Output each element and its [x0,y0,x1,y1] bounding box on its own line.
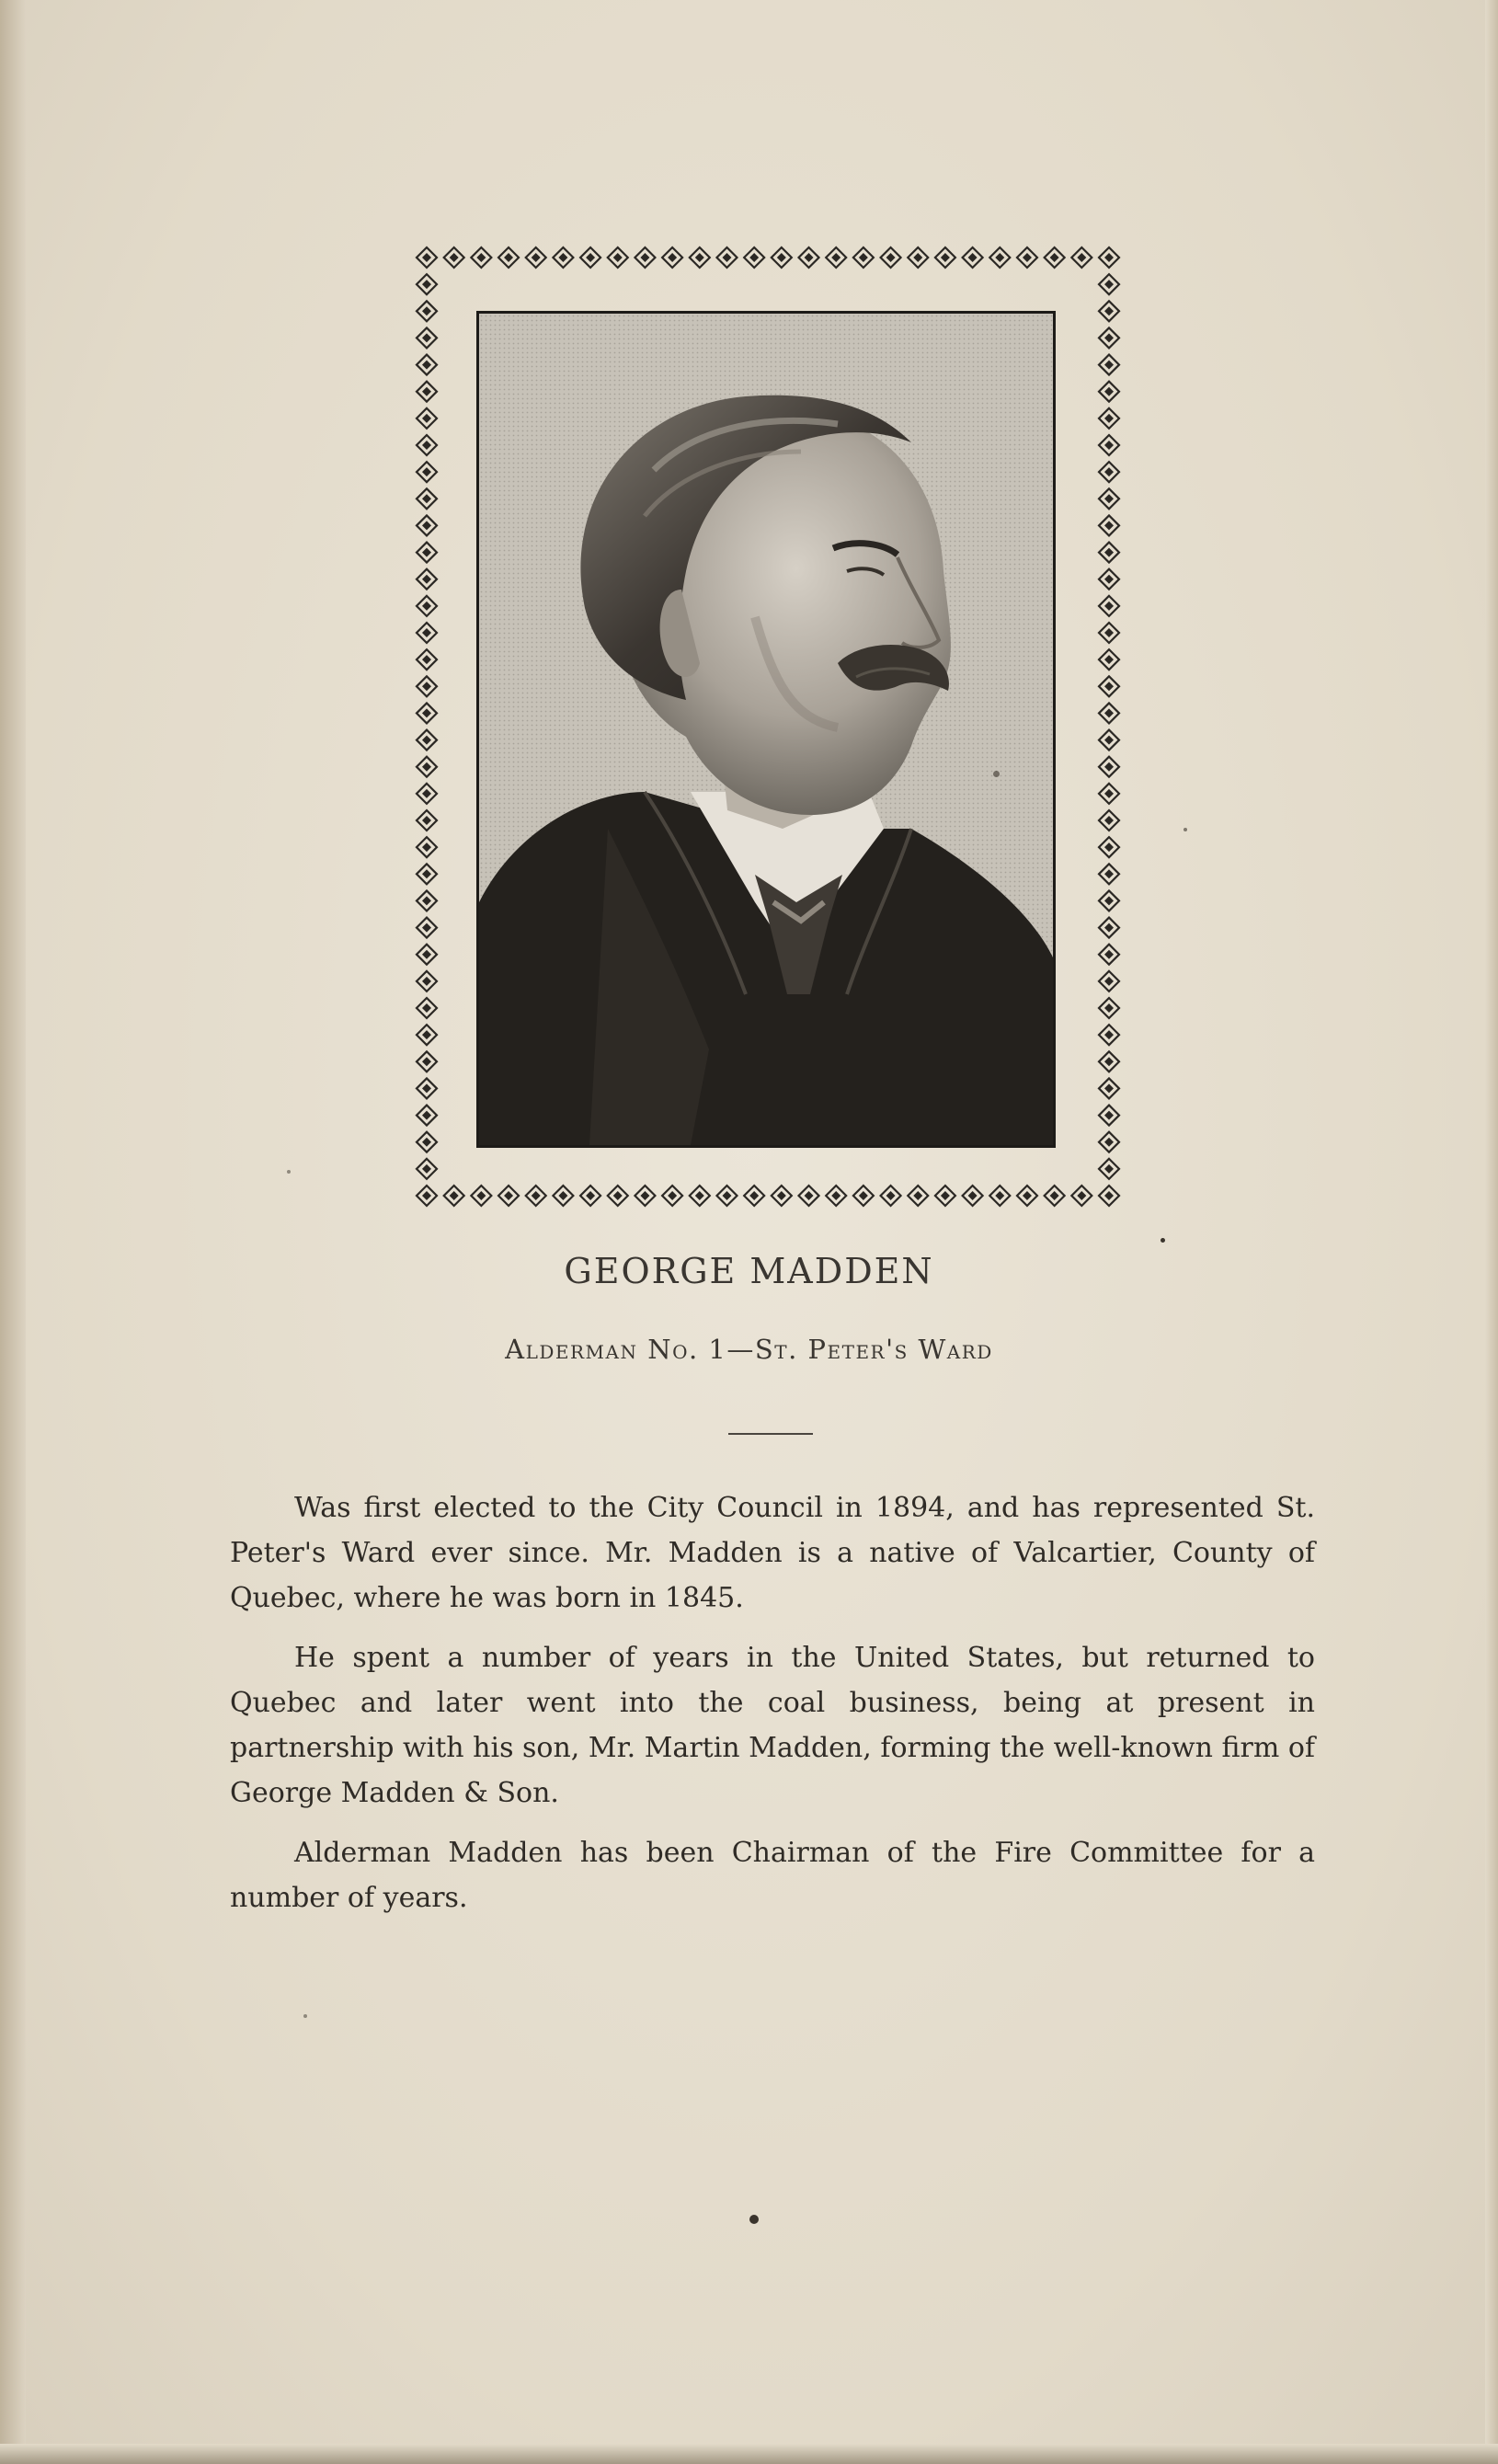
frame-diamond [1099,810,1119,831]
frame-diamond [608,1186,628,1206]
frame-diamond [662,1186,682,1206]
frame-diamond [1099,703,1119,723]
portrait-name-caption: GEORGE MADDEN [564,1251,934,1291]
frame-diamond [1099,1025,1119,1045]
frame-diamond [1099,274,1119,294]
frame-diamond [417,703,437,723]
biography-paragraph: Alderman Madden has been Chairman of the Fire Committee for a number of years. [230,1837,1315,1914]
frame-diamond [853,247,874,268]
frame-diamond [799,247,819,268]
frame-diamond [744,1186,764,1206]
frame-diamond [417,274,437,294]
frame-diamond [1099,1106,1119,1126]
frame-diamond [526,247,546,268]
frame-diamond [498,247,519,268]
frame-diamond [553,247,573,268]
frame-diamond [881,247,901,268]
frame-diamond [1099,488,1119,509]
frame-diamond [417,1078,437,1098]
frame-diamond [417,676,437,696]
frame-diamond [908,247,928,268]
frame-diamond [417,355,437,375]
frame-diamond [417,301,437,321]
frame-diamond [1017,247,1037,268]
frame-diamond [417,247,437,268]
frame-diamond [881,1186,901,1206]
frame-diamond [662,247,682,268]
frame-diamond [417,462,437,482]
portrait-title-caption: Alderman No. 1—St. Peter's Ward [505,1334,993,1365]
frame-diamond [908,1186,928,1206]
frame-diamond [1099,435,1119,455]
frame-diamond [1099,1186,1119,1206]
frame-diamond [580,247,600,268]
paper-speck [749,2215,759,2224]
frame-diamond [417,945,437,965]
biography-text [230,1485,1315,1935]
frame-diamond [608,247,628,268]
frame-diamond [1099,247,1119,268]
frame-diamond [417,918,437,938]
frame-diamond [1099,784,1119,804]
frame-diamond [444,247,464,268]
frame-diamond [471,247,491,268]
frame-diamond [1099,382,1119,402]
frame-diamond [580,1186,600,1206]
frame-diamond [444,1186,464,1206]
frame-diamond [853,1186,874,1206]
frame-diamond [1045,247,1065,268]
frame-diamond [963,1186,983,1206]
frame-diamond [1099,1051,1119,1072]
frame-diamond [417,730,437,751]
frame-diamond [826,1186,846,1206]
frame-diamond [417,596,437,616]
frame-diamond [417,327,437,348]
paper-speck [1161,1238,1165,1243]
frame-diamond [417,1051,437,1072]
frame-diamond [417,435,437,455]
frame-diamond [1099,837,1119,857]
frame-diamond [1099,1132,1119,1152]
frame-diamond [498,1186,519,1206]
frame-diamond [417,1186,437,1206]
frame-diamond [417,543,437,563]
frame-diamond [635,1186,655,1206]
section-divider [728,1433,813,1435]
frame-diamond [1099,623,1119,643]
frame-diamond [963,247,983,268]
frame-diamond [772,1186,792,1206]
frame-diamond [417,971,437,991]
frame-diamond [1099,462,1119,482]
frame-diamond [1071,247,1092,268]
frame-diamond [690,247,710,268]
frame-diamond [1099,596,1119,616]
frame-diamond [417,757,437,777]
frame-diamond [471,1186,491,1206]
frame-diamond [1045,1186,1065,1206]
frame-diamond [989,247,1010,268]
biography-paragraph: Was first elected to the City Council in 1894, and has represented St. Peter's Ward ever since. Mr. Madden is a native of Valcartier, County of Quebec, where he was born in 1845. [230,1492,1315,1614]
paper-speck [993,771,1000,777]
frame-diamond [417,890,437,911]
frame-diamond [716,247,737,268]
frame-diamond [417,837,437,857]
frame-diamond [417,998,437,1018]
frame-diamond [417,569,437,590]
frame-diamond [417,515,437,535]
frame-diamond [1099,918,1119,938]
frame-diamond [1099,1159,1119,1179]
frame-diamond [1099,543,1119,563]
frame-diamond [1099,890,1119,911]
frame-diamond [417,623,437,643]
page-bottom-edge [0,2444,1498,2464]
frame-diamond [417,649,437,670]
frame-diamond [417,488,437,509]
frame-diamond [1099,569,1119,590]
frame-diamond [935,247,955,268]
frame-diamond [417,408,437,429]
frame-diamond [417,810,437,831]
paper-speck [1184,828,1187,831]
page-edge-shadow [1485,0,1498,2464]
frame-diamond [417,1159,437,1179]
frame-diamond [1099,1078,1119,1098]
frame-diamond [635,247,655,268]
frame-diamond [1099,515,1119,535]
paper-speck [287,1170,291,1174]
frame-diamond [935,1186,955,1206]
frame-diamond [1099,649,1119,670]
frame-diamond [1099,676,1119,696]
frame-diamond [417,1025,437,1045]
frame-diamond [1017,1186,1037,1206]
frame-diamond [417,784,437,804]
portrait-photograph [476,311,1056,1148]
frame-diamond [1099,998,1119,1018]
frame-diamond [826,247,846,268]
frame-diamond [1099,327,1119,348]
frame-diamond [417,1132,437,1152]
frame-diamond [417,1106,437,1126]
frame-diamond [1099,408,1119,429]
frame-diamond [1099,945,1119,965]
frame-diamond [1099,730,1119,751]
frame-diamond [417,864,437,884]
frame-diamond [526,1186,546,1206]
frame-diamond [1099,971,1119,991]
frame-diamond [989,1186,1010,1206]
frame-diamond [1071,1186,1092,1206]
frame-diamond [772,247,792,268]
paper-speck [303,2014,307,2018]
frame-diamond [716,1186,737,1206]
frame-diamond [1099,355,1119,375]
frame-diamond [1099,757,1119,777]
frame-diamond [417,382,437,402]
biography-paragraph: He spent a number of years in the United States, but returned to Quebec and later went into the coal business, being at present in partnership with his son, Mr. Martin Madden, forming the well-known firm of George Madden & Son. [230,1642,1315,1809]
frame-diamond [1099,864,1119,884]
frame-diamond [744,247,764,268]
page-spine-shadow [0,0,26,2464]
frame-diamond [690,1186,710,1206]
frame-diamond [799,1186,819,1206]
frame-diamond [553,1186,573,1206]
frame-diamond [1099,301,1119,321]
